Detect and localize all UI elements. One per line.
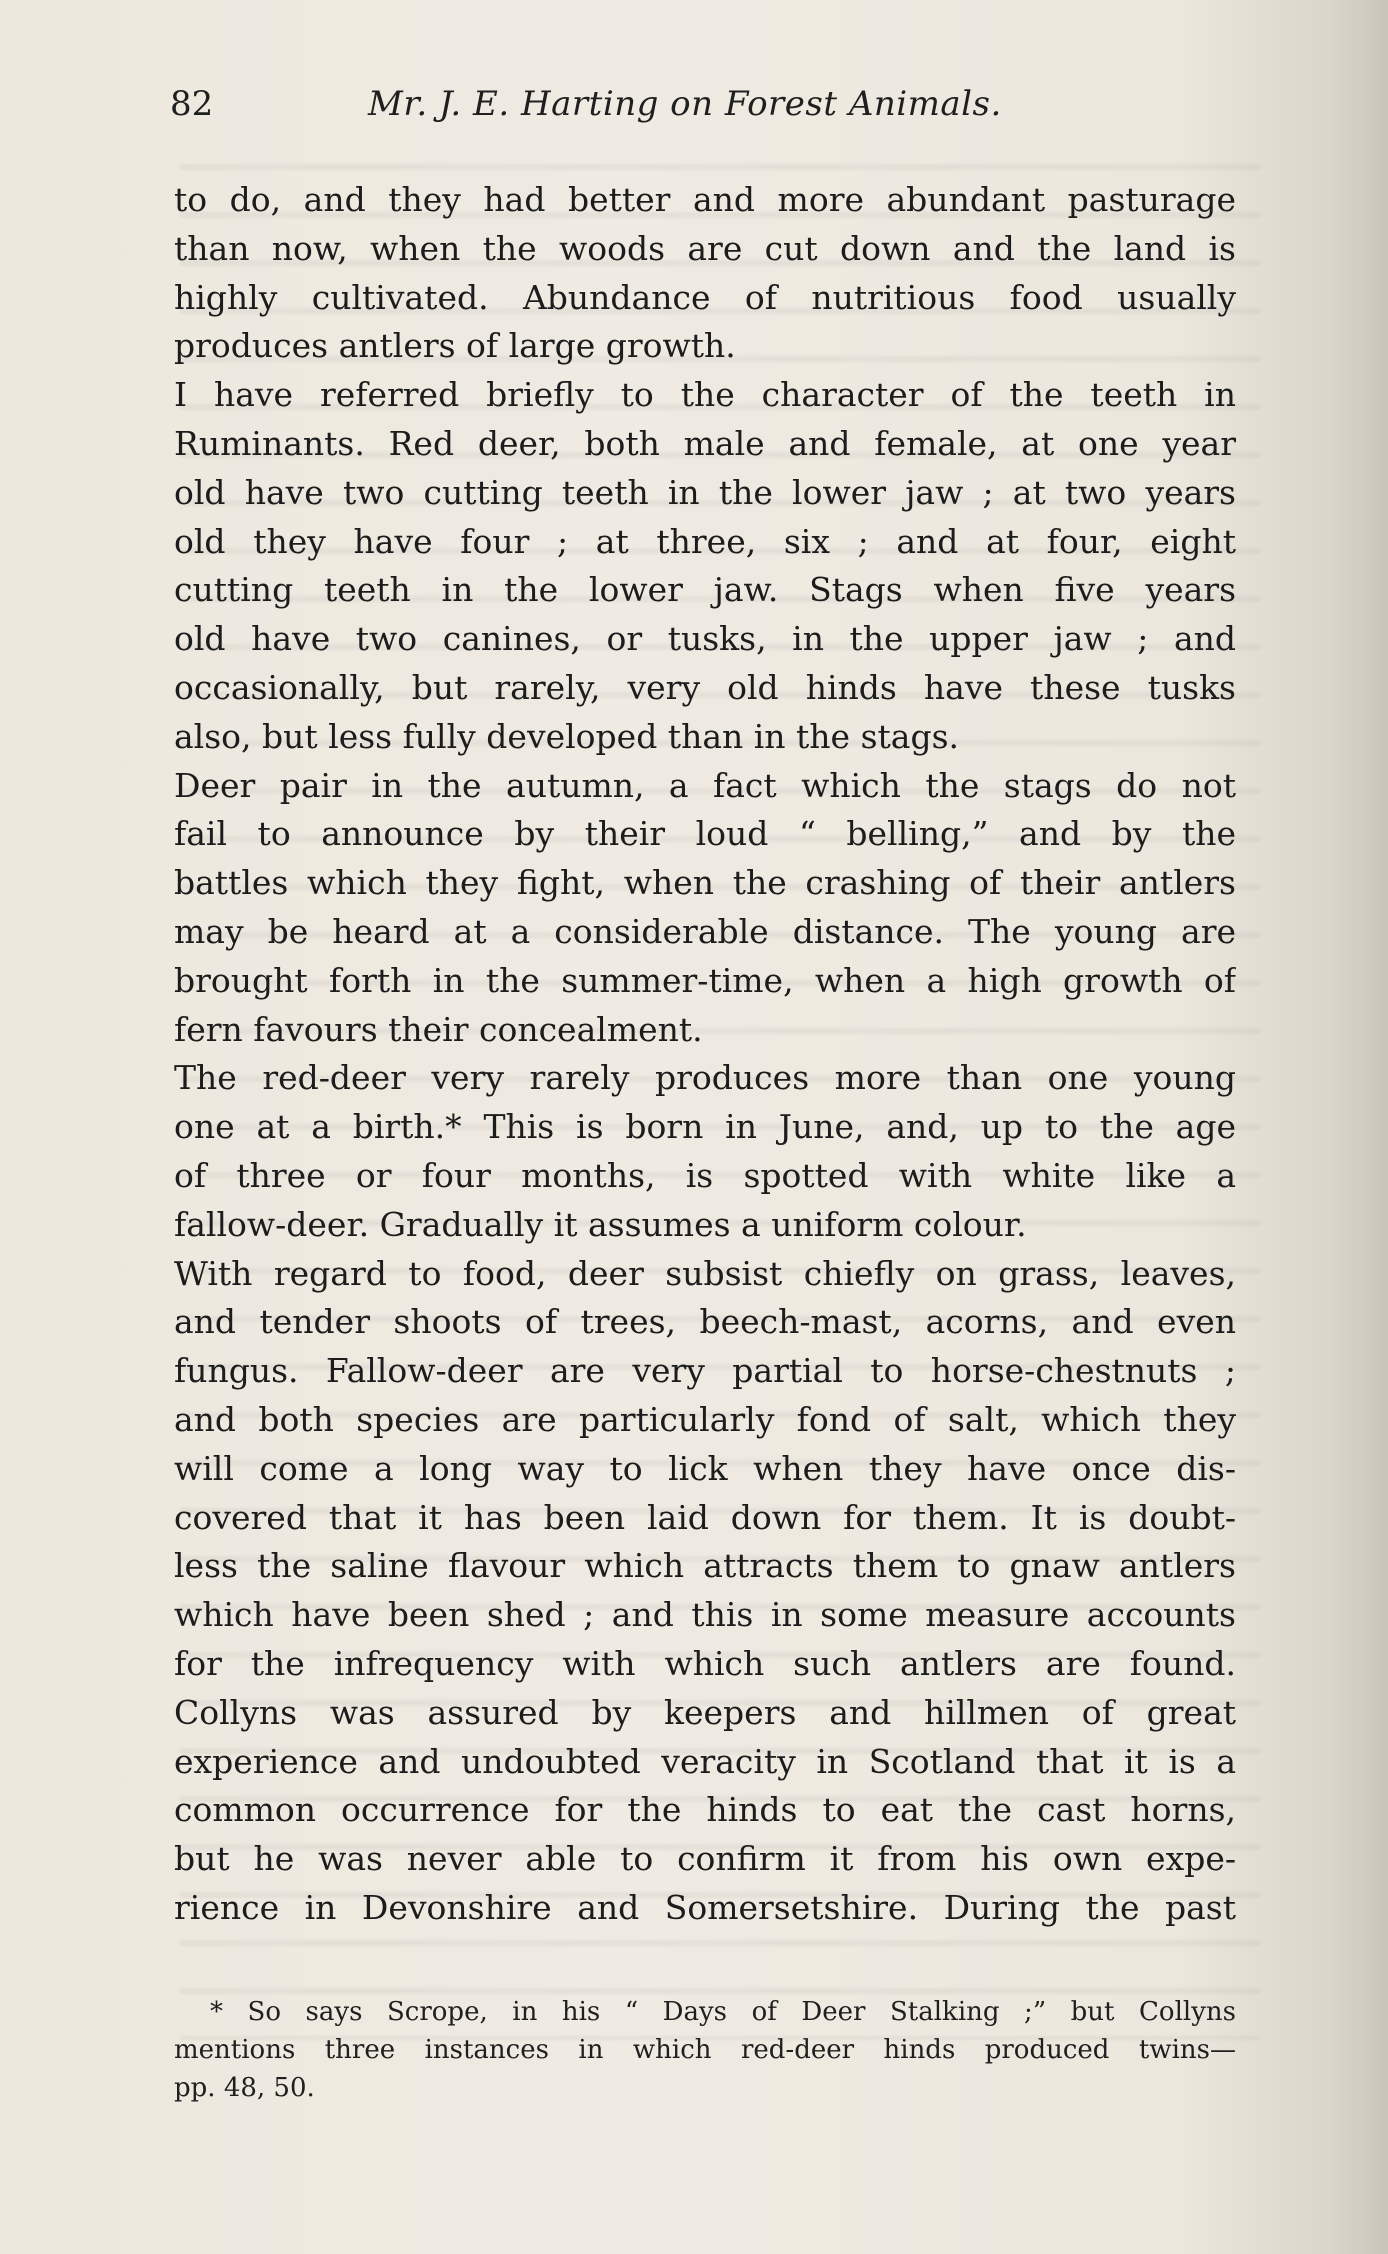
footnote [174, 1993, 1236, 2107]
footnote-line: mentions three instances in which red-deer hinds produced twins— [174, 2035, 1236, 2065]
text-line: battles which they fight, when the crashing of their antlers [174, 863, 1236, 903]
text-line: fern favours their concealment. [174, 1009, 703, 1049]
text-line: With regard to food, deer subsist chiefly on grass, leaves, [174, 1253, 1236, 1293]
footnote-line: pp. 48, 50. [174, 2073, 315, 2103]
text-line: and tender shoots of trees, beech-mast, acorns, and even [174, 1302, 1236, 1342]
text-line: occasionally, but rarely, very old hinds have these tusks [174, 667, 1236, 707]
text-line: which have been shed ; and this in some measure accounts [174, 1595, 1236, 1635]
text-line: old they have four ; at three, six ; and at four, eight [174, 521, 1236, 561]
running-head: Mr. J. E. Harting on Forest Animals. [368, 84, 1002, 124]
text-line: to do, and they had better and more abundant pasturage [174, 180, 1236, 219]
text-line: less the saline flavour which attracts them to gnaw antlers [174, 1546, 1236, 1586]
text-line: highly cultivated. Abundance of nutritious food usually [174, 277, 1236, 317]
text-line: fail to announce by their loud “ belling,” and by the [174, 814, 1236, 854]
text-line: and both species are particularly fond of salt, which they [174, 1399, 1236, 1439]
text-line: experience and undoubted veracity in Scotland that it is a [174, 1741, 1236, 1781]
text-line: for the infrequency with which such antlers are found. [174, 1643, 1236, 1683]
text-line: I have referred briefly to the character of the teeth in [174, 375, 1236, 415]
text-line: rience in Devonshire and Somersetshire. During the past [174, 1887, 1236, 1927]
text-line: fungus. Fallow-deer are very partial to horse-chestnuts ; [174, 1351, 1236, 1391]
text-line: cutting teeth in the lower jaw. Stags when five years [174, 570, 1236, 610]
text-line: but he was never able to confirm it from his own expe- [174, 1839, 1236, 1879]
text-line: of three or four months, is spotted with white like a [174, 1155, 1236, 1195]
text-line: covered that it has been laid down for them. It is doubt- [174, 1497, 1236, 1537]
text-line: old have two cutting teeth in the lower jaw ; at two years [174, 472, 1236, 512]
footnote-line: * So says Scrope, in his “ Days of Deer Stalking ;” but Collyns [210, 1997, 1236, 2027]
body-text [174, 176, 1236, 1933]
text-line: fallow-deer. Gradually it assumes a uniform colour. [174, 1204, 1027, 1244]
text-line: produces antlers of large growth. [174, 326, 736, 366]
text-line: than now, when the woods are cut down and the land is [174, 228, 1236, 268]
text-line: also, but less fully developed than in the stags. [174, 716, 959, 756]
text-line: The red-deer very rarely produces more than one young [174, 1058, 1236, 1098]
text-line: Ruminants. Red deer, both male and female, at one year [174, 423, 1236, 463]
page-number: 82 [170, 84, 214, 124]
text-line: may be heard at a considerable distance. The young are [174, 911, 1236, 951]
text-line: Deer pair in the autumn, a fact which the stags do not [174, 765, 1236, 805]
text-line: Collyns was assured by keepers and hillmen of great [174, 1692, 1236, 1732]
text-line: brought forth in the summer-time, when a high growth of [174, 960, 1236, 1000]
text-line: will come a long way to lick when they have once dis- [174, 1448, 1236, 1488]
page-header [170, 84, 1230, 134]
text-line: old have two canines, or tusks, in the upper jaw ; and [174, 619, 1236, 659]
text-line: one at a birth.* This is born in June, and, up to the age [174, 1107, 1236, 1147]
text-line: common occurrence for the hinds to eat the cast horns, [174, 1790, 1236, 1830]
